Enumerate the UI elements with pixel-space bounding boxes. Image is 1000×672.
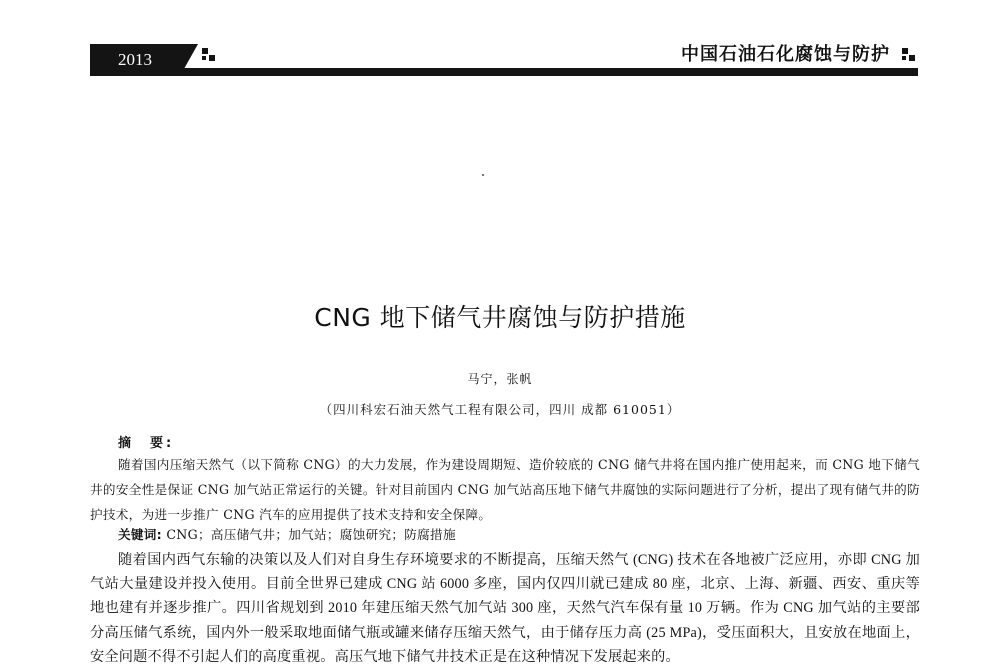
abstract-text: 随着国内压缩天然气（以下简称 CNG）的大力发展，作为建设周期短、造价较底的 CNG 储气井将在国内推广使用起来，而 CNG 地下储气井的安全性是保证 CNG 加气站正常运行的关键。针对目前国内 CNG 加气站高压地下储气井腐蚀的实际问题进行了分析，提出了现有储气井的防护技术，为进一步推广 CNG 汽车的应用提供了技术支持和安全保障。 [90,457,920,522]
journal-name: 中国石油石化腐蚀与防护 [681,44,890,65]
abstract-label: 摘 要: [118,436,175,451]
article-affiliation: （四川科宏石油天然气工程有限公司，四川 成都 610051） [319,402,681,417]
keywords-label: 关键词: [118,527,163,542]
scan-speck [482,174,484,176]
article-authors: 马宁，张帆 [467,372,533,386]
keywords-text: CNG；高压储气井；加气站；腐蚀研究；防腐措施 [166,527,456,542]
body-paragraph: 随着国内西气东输的决策以及人们对自身生存环境要求的不断提高，压缩天然气 (CNG) 技术在各地被广泛应用，亦即 CNG 加气站大量建设并投入使用。目前全世界已建成 CNG 站 6000 多座，国内仅四川就已建成 80 座，北京、上海、新疆、西安、重庆等地也建有并逐步推广。四川省规划到 2010 年建压缩天然气加气站 300 座，天然气汽车保有量 10 万辆。作为 CNG 加气站的主要部分高压储气系统，国内外一般采取地面储气瓶或罐来储存压缩天然气，由于储存压力高 (25 MPa)，受压面积大，且安放在地面上，安全问题不得不引起人们的高度重视。高压气地下储气井技术正是在这种情况下发展起来的。 [90,552,920,665]
header-year: 2013 [90,44,180,76]
article-title: CNG 地下储气井腐蚀与防护措施 [314,303,686,332]
header-squares-icon-right [902,48,916,62]
header-rule [180,68,918,76]
running-header [90,40,918,76]
header-squares-icon [202,48,216,62]
keywords-line [118,524,456,543]
